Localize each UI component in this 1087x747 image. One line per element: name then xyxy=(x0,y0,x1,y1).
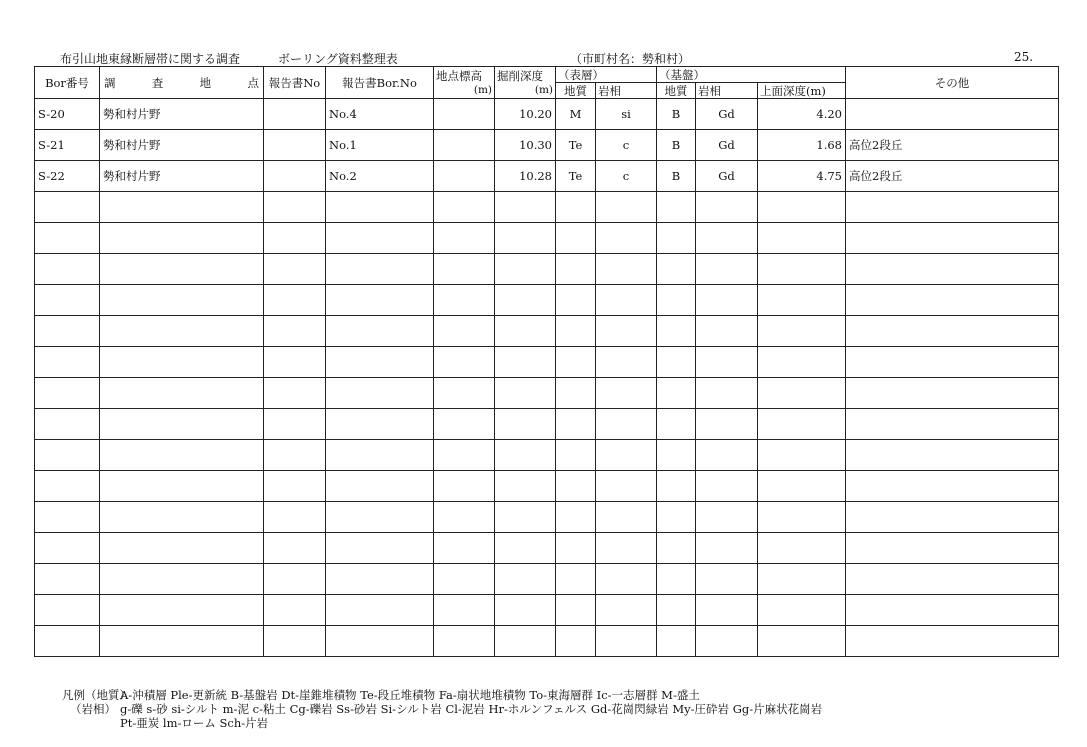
cell-surface-rock xyxy=(596,409,657,440)
cell-surface-geology xyxy=(556,595,596,626)
cell-base-rock xyxy=(696,626,758,657)
cell-surface-rock xyxy=(596,378,657,409)
cell-base-rock xyxy=(696,409,758,440)
header-survey-char: 調 xyxy=(104,75,116,90)
header-top-depth: 上面深度(m) xyxy=(758,83,846,99)
header-elevation-unit: (m) xyxy=(473,83,492,96)
cell-base-geology xyxy=(657,254,696,285)
cell-base-rock xyxy=(696,440,758,471)
header-base-geology: 地質 xyxy=(657,83,696,99)
table-row xyxy=(35,533,1059,564)
cell-other: 高位2段丘 xyxy=(846,130,1059,161)
header-depth-unit: (m) xyxy=(534,83,553,96)
cell-other xyxy=(846,533,1059,564)
cell-report-no xyxy=(264,316,326,347)
cell-bor-no xyxy=(35,285,100,316)
document-header xyxy=(0,50,1087,66)
cell-location xyxy=(100,378,264,409)
cell-bor-no xyxy=(35,254,100,285)
cell-location xyxy=(100,564,264,595)
table-row xyxy=(35,316,1059,347)
cell-bor-no xyxy=(35,626,100,657)
cell-surface-geology xyxy=(556,471,596,502)
cell-bor-no xyxy=(35,316,100,347)
cell-depth xyxy=(495,254,556,285)
document-title: 布引山地東縁断層帯に関する調査 xyxy=(60,52,241,66)
cell-other xyxy=(846,316,1059,347)
cell-surface-geology xyxy=(556,223,596,254)
cell-bor-no xyxy=(35,347,100,378)
cell-base-rock: Gd xyxy=(696,161,758,192)
cell-other xyxy=(846,471,1059,502)
cell-location xyxy=(100,471,264,502)
cell-top-depth xyxy=(758,564,846,595)
cell-report-no xyxy=(264,564,326,595)
cell-top-depth xyxy=(758,316,846,347)
cell-base-rock xyxy=(696,347,758,378)
cell-surface-geology xyxy=(556,347,596,378)
cell-base-rock xyxy=(696,285,758,316)
header-report-bor-no: 報告書Bor.No xyxy=(326,67,434,99)
cell-base-geology: B xyxy=(657,99,696,130)
legend-rock-line xyxy=(62,702,822,716)
cell-depth xyxy=(495,378,556,409)
cell-base-rock xyxy=(696,223,758,254)
table-row xyxy=(35,223,1059,254)
cell-report-no xyxy=(264,285,326,316)
cell-depth xyxy=(495,533,556,564)
legend-geology-label: 凡例（地質） xyxy=(62,688,131,702)
cell-report-bor-no xyxy=(326,254,434,285)
cell-base-geology: B xyxy=(657,161,696,192)
cell-base-geology xyxy=(657,285,696,316)
cell-report-bor-no xyxy=(326,595,434,626)
table-row xyxy=(35,471,1059,502)
cell-location: 勢和村片野 xyxy=(100,130,264,161)
cell-report-bor-no: No.4 xyxy=(326,99,434,130)
cell-surface-rock xyxy=(596,626,657,657)
cell-depth xyxy=(495,223,556,254)
cell-report-no xyxy=(264,130,326,161)
legend-rock-line-2 xyxy=(62,716,822,730)
header-depth xyxy=(495,67,556,99)
cell-report-no xyxy=(264,626,326,657)
cell-bor-no xyxy=(35,223,100,254)
cell-base-rock: Gd xyxy=(696,130,758,161)
cell-other xyxy=(846,192,1059,223)
cell-bor-no: S-22 xyxy=(35,161,100,192)
cell-elevation xyxy=(434,595,495,626)
cell-surface-rock xyxy=(596,533,657,564)
header-survey-char: 地 xyxy=(199,75,212,90)
cell-surface-geology: Te xyxy=(556,161,596,192)
cell-base-geology xyxy=(657,316,696,347)
cell-report-no xyxy=(264,99,326,130)
cell-other xyxy=(846,378,1059,409)
cell-depth xyxy=(495,502,556,533)
cell-location xyxy=(100,285,264,316)
cell-depth xyxy=(495,564,556,595)
cell-surface-rock xyxy=(596,316,657,347)
cell-bor-no xyxy=(35,440,100,471)
cell-bor-no xyxy=(35,533,100,564)
cell-other xyxy=(846,99,1059,130)
cell-base-rock xyxy=(696,316,758,347)
table-row xyxy=(35,626,1059,657)
cell-top-depth: 4.75 xyxy=(758,161,846,192)
cell-bor-no xyxy=(35,595,100,626)
cell-other xyxy=(846,347,1059,378)
legend-rock-label: （岩相） xyxy=(70,702,116,716)
cell-elevation xyxy=(434,347,495,378)
cell-base-rock xyxy=(696,564,758,595)
cell-surface-rock xyxy=(596,595,657,626)
cell-elevation xyxy=(434,254,495,285)
cell-elevation xyxy=(434,533,495,564)
cell-depth xyxy=(495,192,556,223)
cell-base-geology xyxy=(657,502,696,533)
cell-depth xyxy=(495,409,556,440)
table-body xyxy=(35,99,1059,657)
cell-other xyxy=(846,564,1059,595)
cell-elevation xyxy=(434,99,495,130)
cell-elevation xyxy=(434,502,495,533)
cell-other xyxy=(846,440,1059,471)
cell-base-rock xyxy=(696,502,758,533)
cell-elevation xyxy=(434,626,495,657)
cell-report-bor-no xyxy=(326,285,434,316)
cell-depth xyxy=(495,440,556,471)
cell-surface-rock xyxy=(596,564,657,595)
cell-base-rock xyxy=(696,595,758,626)
table-row xyxy=(35,595,1059,626)
cell-report-no xyxy=(264,440,326,471)
cell-base-geology xyxy=(657,409,696,440)
header-survey-location xyxy=(100,67,264,99)
cell-base-rock xyxy=(696,378,758,409)
cell-report-no xyxy=(264,192,326,223)
header-survey-char: 査 xyxy=(151,75,164,90)
cell-report-no xyxy=(264,533,326,564)
header-elevation xyxy=(434,67,495,99)
cell-report-no xyxy=(264,347,326,378)
cell-base-geology xyxy=(657,471,696,502)
cell-bor-no: S-21 xyxy=(35,130,100,161)
cell-base-geology: B xyxy=(657,130,696,161)
cell-depth: 10.30 xyxy=(495,130,556,161)
cell-other xyxy=(846,285,1059,316)
cell-report-bor-no xyxy=(326,347,434,378)
cell-other xyxy=(846,223,1059,254)
cell-location xyxy=(100,223,264,254)
cell-surface-geology xyxy=(556,254,596,285)
cell-depth xyxy=(495,471,556,502)
cell-surface-geology xyxy=(556,502,596,533)
cell-elevation xyxy=(434,564,495,595)
cell-base-geology xyxy=(657,564,696,595)
table-row xyxy=(35,254,1059,285)
cell-elevation xyxy=(434,409,495,440)
cell-report-bor-no xyxy=(326,626,434,657)
cell-top-depth xyxy=(758,409,846,440)
legend-spacer xyxy=(62,716,120,730)
cell-other: 高位2段丘 xyxy=(846,161,1059,192)
cell-other xyxy=(846,626,1059,657)
cell-location xyxy=(100,409,264,440)
cell-report-no xyxy=(264,595,326,626)
table-row xyxy=(35,161,1059,192)
cell-report-bor-no xyxy=(326,471,434,502)
cell-base-geology xyxy=(657,347,696,378)
cell-elevation xyxy=(434,130,495,161)
table-row xyxy=(35,347,1059,378)
cell-location: 勢和村片野 xyxy=(100,161,264,192)
cell-surface-geology xyxy=(556,533,596,564)
header-base-group: （基盤） xyxy=(657,67,846,83)
cell-other xyxy=(846,254,1059,285)
boring-data-table xyxy=(34,66,1059,657)
cell-location xyxy=(100,192,264,223)
header-surface-rock: 岩相 xyxy=(596,83,657,99)
cell-location xyxy=(100,595,264,626)
cell-base-geology xyxy=(657,440,696,471)
cell-surface-geology xyxy=(556,626,596,657)
legend-geology-text: A-沖積層 Ple-更新統 B-基盤岩 Dt-崖錐堆積物 Te-段丘堆積物 Fa-扇状地堆積物 To-東海層群 Ic-一志層群 M-盛土 xyxy=(120,688,700,702)
cell-location: 勢和村片野 xyxy=(100,99,264,130)
cell-surface-rock xyxy=(596,285,657,316)
cell-elevation xyxy=(434,161,495,192)
table-row xyxy=(35,378,1059,409)
cell-report-bor-no xyxy=(326,316,434,347)
cell-top-depth xyxy=(758,254,846,285)
cell-top-depth xyxy=(758,347,846,378)
page-number: 25. xyxy=(1014,50,1034,64)
cell-depth xyxy=(495,626,556,657)
cell-surface-rock xyxy=(596,223,657,254)
cell-top-depth xyxy=(758,502,846,533)
cell-location xyxy=(100,347,264,378)
cell-report-no xyxy=(264,471,326,502)
cell-other xyxy=(846,409,1059,440)
cell-surface-rock: c xyxy=(596,130,657,161)
cell-base-rock xyxy=(696,192,758,223)
cell-surface-geology xyxy=(556,564,596,595)
cell-bor-no xyxy=(35,409,100,440)
cell-bor-no xyxy=(35,378,100,409)
cell-bor-no: S-20 xyxy=(35,99,100,130)
table-row xyxy=(35,564,1059,595)
cell-report-bor-no xyxy=(326,533,434,564)
cell-top-depth xyxy=(758,285,846,316)
cell-bor-no xyxy=(35,564,100,595)
header-report-no: 報告書No xyxy=(264,67,326,99)
cell-bor-no xyxy=(35,192,100,223)
legend-geology-line xyxy=(62,688,822,702)
legend-rock-text: g-礫 s-砂 si-シルト m-泥 c-粘土 Cg-礫岩 Ss-砂岩 Si-シルト岩 Cl-泥岩 Hr-ホルンフェルス Gd-花崗閃緑岩 My-圧砕岩 Gg-片麻状花崗岩 xyxy=(120,702,823,716)
cell-surface-rock xyxy=(596,440,657,471)
cell-surface-rock: si xyxy=(596,99,657,130)
cell-surface-rock: c xyxy=(596,161,657,192)
cell-report-no xyxy=(264,502,326,533)
cell-report-bor-no: No.1 xyxy=(326,130,434,161)
legend-rock-text-2: Pt-亜炭 lm-ローム Sch-片岩 xyxy=(120,716,269,730)
table-row xyxy=(35,192,1059,223)
cell-report-no xyxy=(264,378,326,409)
cell-base-geology xyxy=(657,192,696,223)
cell-base-geology xyxy=(657,595,696,626)
cell-report-bor-no: No.2 xyxy=(326,161,434,192)
header-base-rock: 岩相 xyxy=(696,83,758,99)
cell-report-no xyxy=(264,161,326,192)
cell-base-geology xyxy=(657,626,696,657)
cell-location xyxy=(100,440,264,471)
cell-elevation xyxy=(434,285,495,316)
cell-report-bor-no xyxy=(326,564,434,595)
header-depth-label: 掘削深度 xyxy=(497,68,543,83)
cell-base-geology xyxy=(657,378,696,409)
cell-elevation xyxy=(434,471,495,502)
cell-report-no xyxy=(264,254,326,285)
cell-surface-rock xyxy=(596,347,657,378)
cell-surface-rock xyxy=(596,192,657,223)
cell-base-rock xyxy=(696,533,758,564)
cell-top-depth xyxy=(758,223,846,254)
cell-surface-rock xyxy=(596,471,657,502)
cell-surface-geology xyxy=(556,316,596,347)
cell-surface-geology xyxy=(556,192,596,223)
municipality-name: （市町村名：勢和村） xyxy=(570,52,691,66)
table-row xyxy=(35,285,1059,316)
cell-surface-rock xyxy=(596,254,657,285)
table-row xyxy=(35,440,1059,471)
cell-top-depth: 1.68 xyxy=(758,130,846,161)
cell-other xyxy=(846,502,1059,533)
cell-base-geology xyxy=(657,533,696,564)
cell-surface-rock xyxy=(596,502,657,533)
cell-report-bor-no xyxy=(326,378,434,409)
cell-surface-geology xyxy=(556,409,596,440)
cell-top-depth xyxy=(758,533,846,564)
cell-depth xyxy=(495,347,556,378)
cell-top-depth xyxy=(758,192,846,223)
cell-elevation xyxy=(434,440,495,471)
cell-depth: 10.20 xyxy=(495,99,556,130)
cell-location xyxy=(100,533,264,564)
cell-other xyxy=(846,595,1059,626)
cell-location xyxy=(100,316,264,347)
cell-top-depth xyxy=(758,471,846,502)
cell-report-bor-no xyxy=(326,440,434,471)
cell-depth: 10.28 xyxy=(495,161,556,192)
table-row xyxy=(35,130,1059,161)
cell-bor-no xyxy=(35,471,100,502)
cell-depth xyxy=(495,316,556,347)
cell-bor-no xyxy=(35,502,100,533)
cell-surface-geology xyxy=(556,285,596,316)
table-row xyxy=(35,409,1059,440)
cell-surface-geology: M xyxy=(556,99,596,130)
cell-report-bor-no xyxy=(326,502,434,533)
cell-elevation xyxy=(434,378,495,409)
cell-location xyxy=(100,626,264,657)
document-subtitle: ボーリング資料整理表 xyxy=(278,52,398,66)
header-surface-geology: 地質 xyxy=(556,83,596,99)
cell-base-rock xyxy=(696,254,758,285)
table-row xyxy=(35,99,1059,130)
cell-surface-geology: Te xyxy=(556,130,596,161)
cell-depth xyxy=(495,595,556,626)
cell-report-bor-no xyxy=(326,192,434,223)
cell-top-depth xyxy=(758,378,846,409)
cell-surface-geology xyxy=(556,378,596,409)
cell-base-geology xyxy=(657,223,696,254)
cell-report-bor-no xyxy=(326,409,434,440)
cell-report-no xyxy=(264,409,326,440)
cell-location xyxy=(100,254,264,285)
header-surface-group: （表層） xyxy=(556,67,657,83)
cell-base-rock: Gd xyxy=(696,99,758,130)
cell-surface-geology xyxy=(556,440,596,471)
cell-elevation xyxy=(434,316,495,347)
cell-elevation xyxy=(434,192,495,223)
cell-elevation xyxy=(434,223,495,254)
cell-top-depth: 4.20 xyxy=(758,99,846,130)
cell-location xyxy=(100,502,264,533)
header-other: その他 xyxy=(846,67,1059,99)
legend xyxy=(62,688,822,730)
cell-top-depth xyxy=(758,595,846,626)
table-row xyxy=(35,502,1059,533)
header-survey-char: 点 xyxy=(247,75,259,90)
cell-report-no xyxy=(264,223,326,254)
cell-top-depth xyxy=(758,626,846,657)
cell-base-rock xyxy=(696,471,758,502)
cell-report-bor-no xyxy=(326,223,434,254)
cell-depth xyxy=(495,285,556,316)
header-bor-no: Bor番号 xyxy=(35,67,100,99)
header-elevation-label: 地点標高 xyxy=(436,68,482,83)
cell-top-depth xyxy=(758,440,846,471)
